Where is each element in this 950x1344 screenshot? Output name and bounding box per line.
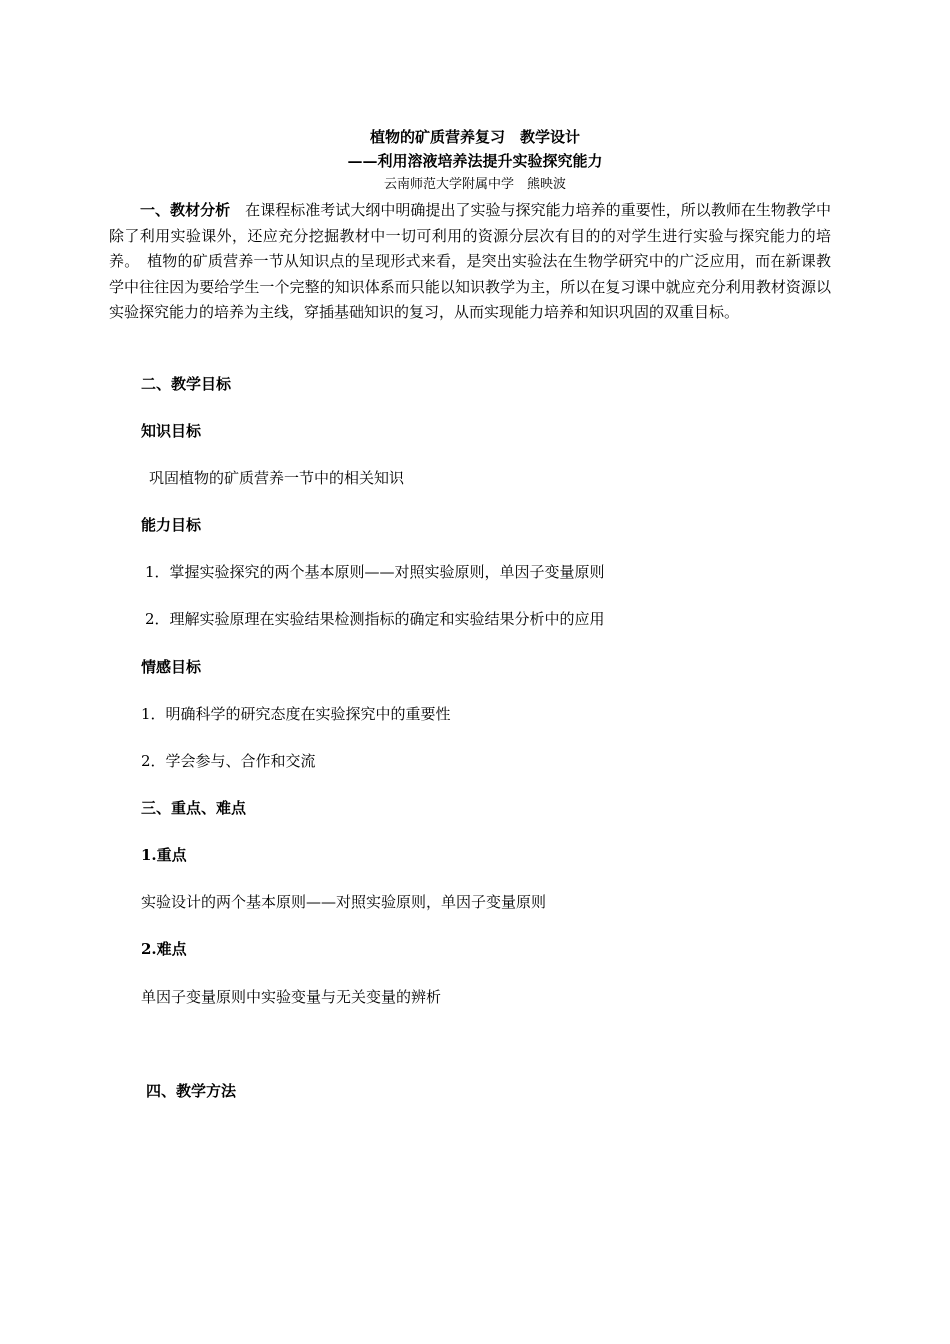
- section-1-heading: 一、教材分析: [140, 201, 231, 219]
- document-subtitle: ——利用溶液培养法提升实验探究能力: [347, 152, 603, 170]
- knowledge-goal-text: 巩固植物的矿质营养一节中的相关知识: [149, 469, 405, 487]
- section-3-heading: 三、重点、难点: [141, 799, 247, 817]
- section-textbook-analysis: [109, 198, 831, 326]
- knowledge-goal-heading: 知识目标: [141, 422, 202, 440]
- ability-goal-item-2: 2．理解实验原理在实验结果检测指标的确定和实验结果分析中的应用: [145, 610, 605, 628]
- document-author: 云南师范大学附属中学 熊映波: [383, 177, 566, 192]
- difficulty-heading: 2.难点: [141, 940, 187, 958]
- section-4-heading: 四、教学方法: [146, 1082, 237, 1100]
- ability-goal-heading: 能力目标: [141, 516, 202, 534]
- key-point-heading: 1.重点: [141, 846, 187, 864]
- ability-goal-item-1: 1．掌握实验探究的两个基本原则——对照实验原则，单因子变量原则: [145, 563, 605, 581]
- section-2-heading: 二、教学目标: [141, 375, 232, 393]
- emotion-goal-item-2: 2．学会参与、合作和交流: [141, 752, 316, 770]
- section-1-text: 在课程标准考试大纲中明确提出了实验与探究能力培养的重要性，所以教师在生物教学中除了利用实验课外，还应充分挖掘教材中一切可利用的资源分层次有目的的对学生进行实验与探究能力的培养。 植物的矿质营养一节从知识点的呈现形式来看，是突出实验法在生物学研究中的广泛应用，而在新课教学中往往因为要给学生一个完整的知识体系而只能以知识教学为主，所以在复习课中就应充分利用教材资源以实验探究能力的培养为主线，穿插基础知识的复习，从而实现能力培养和知识巩固的双重目标。: [109, 201, 831, 321]
- document-title: 植物的矿质营养复习 教学设计: [369, 128, 580, 146]
- difficulty-text: 单因子变量原则中实验变量与无关变量的辨析: [141, 988, 442, 1006]
- emotion-goal-item-1: 1．明确科学的研究态度在实验探究中的重要性: [141, 705, 451, 723]
- emotion-goal-heading: 情感目标: [141, 658, 202, 676]
- key-point-text: 实验设计的两个基本原则——对照实验原则，单因子变量原则: [141, 893, 547, 911]
